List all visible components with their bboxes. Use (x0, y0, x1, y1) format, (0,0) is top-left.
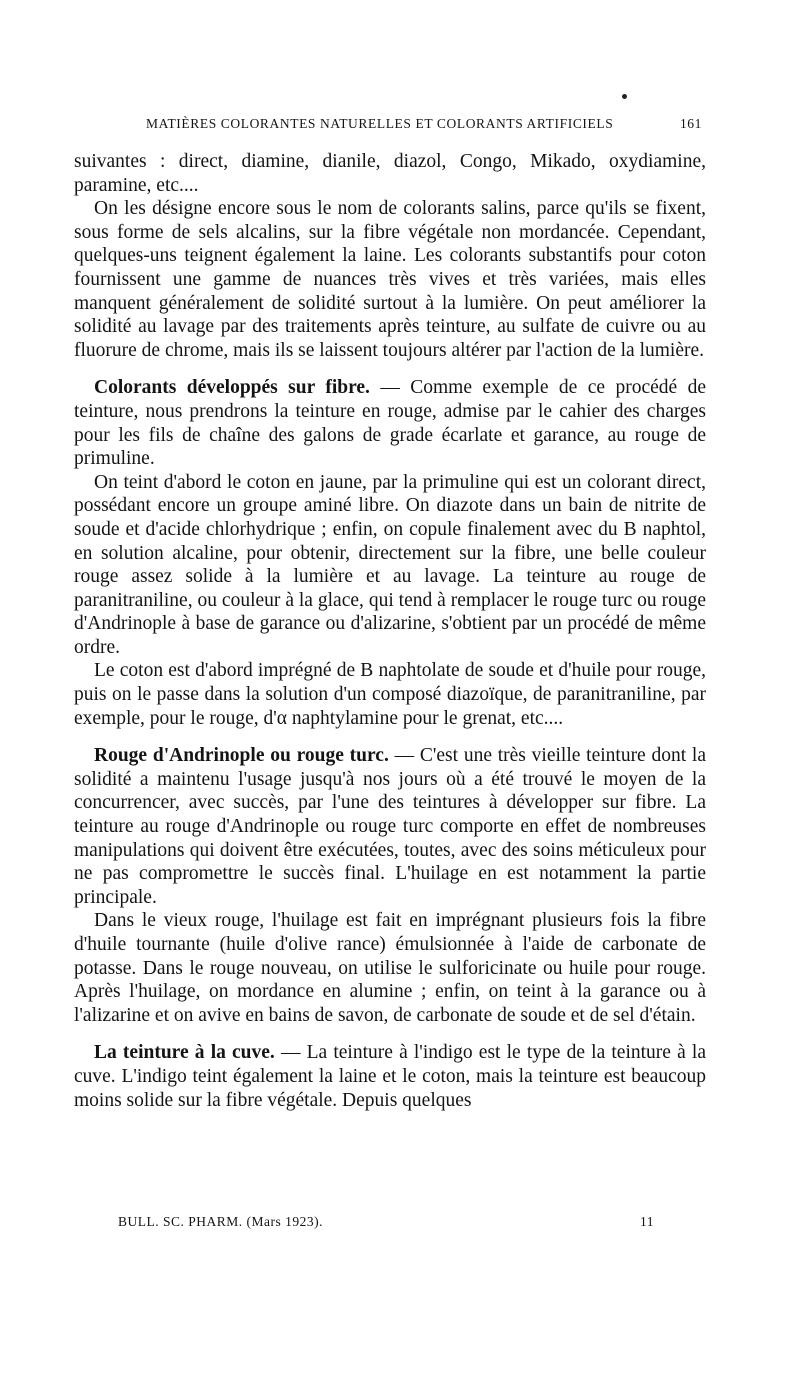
section-teinture-cuve (74, 1041, 706, 1112)
section-rouge-andrinople (74, 744, 706, 909)
paragraph: Le coton est d'abord imprégné de B naphtolate de soude et d'huile pour rouge, puis on le passe dans la solution d'un composé diazoïque, de paranitraniline, par exemple, pour le rouge, d'α naphtylamine pour le grenat, etc.... (74, 660, 706, 729)
paragraph: On les désigne encore sous le nom de colorants salins, parce qu'ils se fixent, sous forme de sels alcalins, sur la fibre végétale non mordancée. Cependant, quelques-uns teignent également la laine. Les colorants substantifs pour coton fournissent une gamme de nuances très vives et très variées, mais elles manquent généralement de solidité surtout à la lumière. On peut améliorer la solidité au lavage par des traitements après teinture, au sulfate de cuivre ou au fluorure de chrome, mais ils se laissent toujours altérer par l'action de la lumière. (74, 198, 706, 361)
body-text (74, 150, 706, 1112)
section-heading: Colorants développés sur fibre. (94, 377, 370, 399)
section-heading: La teinture à la cuve. (94, 1042, 275, 1064)
ink-speck (622, 94, 627, 99)
section-heading: Rouge d'Andrinople ou rouge turc. (94, 745, 389, 767)
signature-mark: 11 (640, 1214, 654, 1229)
bulletin-citation: BULL. SC. PHARM. (Mars 1923). (118, 1214, 324, 1229)
page-number: 161 (679, 116, 702, 131)
section-text: — C'est une très vieille teinture dont la solidité a maintenu l'usage jusqu'à nos jours où a été trouvé le moyen de la concurrencer, avec succès, par l'une des teintures à développer sur fibre. La teinture au rouge d'Andrinople ou rouge turc comporte en effet de nombreuses manipulations qui doivent être exécutées, toutes, avec des soins méticuleux pour ne pas compromettre le succès final. L'huilage en est notamment la partie principale. (74, 745, 706, 908)
paragraph: suivantes : direct, diamine, dianile, diazol, Congo, Mikado, oxydiamine, paramine, etc.... (74, 151, 706, 196)
section-text: — La teinture à l'indigo est le type de la teinture à la cuve. L'indigo teint également la laine et le coton, mais la teinture est beaucoup moins solide sur la fibre végétale. Depuis quelques (74, 1042, 706, 1111)
section-text: — Comme exemple de ce procédé de teinture, nous prendrons la teinture en rouge, admise par le cahier des charges pour les fils de chaîne des galons de grade écarlate et garance, au rouge de primuline. (74, 377, 706, 470)
running-title: MATIÈRES COLORANTES NATURELLES ET COLORANTS ARTIFICIELS (146, 116, 614, 131)
section-colorants-developpes (74, 376, 706, 470)
paragraph: On teint d'abord le coton en jaune, par la primuline qui est un colorant direct, possédant encore un groupe aminé libre. On diazote dans un bain de nitrite de soude et d'acide chlorhydrique ; enfin, on copule finalement avec du B naphtol, en solution alcaline, pour obtenir, directement sur la fibre, une belle couleur rouge assez solide à la lumière et au lavage. La teinture au rouge de paranitraniline, ou couleur à la glace, qui tend à remplacer le rouge turc ou rouge d'Andrinople à base de garance ou d'alizarine, s'obtient par un procédé de même ordre. (74, 471, 706, 658)
paragraph: Dans le vieux rouge, l'huilage est fait en imprégnant plusieurs fois la fibre d'huile tournante (huile d'olive rance) émulsionnée à l'aide de carbonate de potasse. Dans le rouge nouveau, on utilise le sulforicinate ou huile pour rouge. Après l'huilage, on mordance en alumine ; enfin, on teint à la garance ou à l'alizarine et on avive en bains de savon, de carbonate de soude et de sel d'étain. (74, 910, 706, 1026)
